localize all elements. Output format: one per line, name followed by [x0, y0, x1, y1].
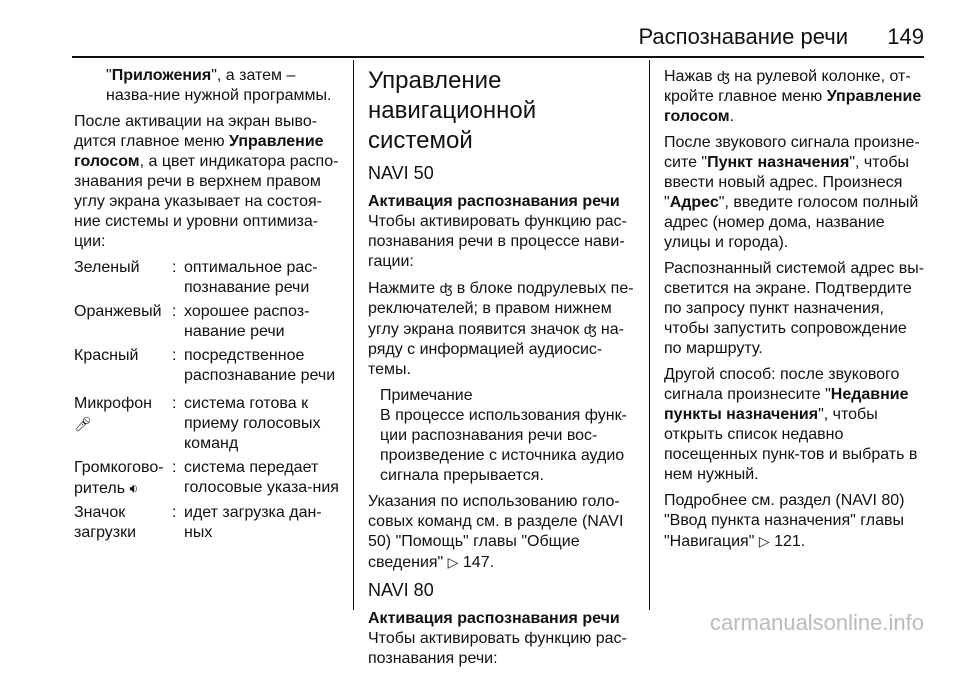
row-key-text: Микрофон [74, 395, 152, 412]
page-reference-arrow-icon: ▷ [758, 533, 770, 549]
paragraph: Чтобы активировать функцию рас-познавания речи в процессе нави-гации: [368, 213, 627, 270]
page-ref: 121. [774, 533, 806, 550]
row-sep: : [172, 347, 177, 364]
bold-term: Адрес [669, 194, 719, 211]
row-value: оптимальное рас-познавание речи [184, 259, 318, 296]
row-sep: : [172, 504, 177, 521]
text: , а цвет индикатора распо-знавания речи в верхнем правом углу экрана указывает на состоя-ние системы и уровни оптимиза-ции: [74, 153, 339, 250]
row-key: Красный [74, 347, 139, 364]
text: Указания по использованию голо-совых команд см. в разделе (NAVI 50) "Помощь" главы "Общие сведения" [368, 493, 624, 571]
row-key: Зеленый [74, 259, 140, 276]
paragraph [664, 491, 926, 552]
paragraph [664, 133, 926, 253]
paragraph [368, 492, 636, 573]
row-sep: : [172, 259, 177, 276]
header-rule [72, 56, 924, 58]
column-1 [74, 66, 344, 547]
text: . [729, 108, 735, 125]
row-sep: : [172, 303, 177, 320]
paragraph: Распознанный системой адрес вы-светится на экране. Подтвердите по запросу пункт назначения, чтобы запустить сопровождение по маршруту. [664, 260, 925, 357]
page-title: Распознавание речи [638, 24, 848, 49]
bold-term: Пункт назначения [707, 154, 850, 171]
topic-heading: Активация распознавания речи [368, 193, 620, 210]
text: ", чтобы открыть список недавно посещенных пунк-тов и выбрать в нем нужный. [664, 406, 918, 483]
table-row [74, 346, 344, 386]
table-row [74, 258, 344, 298]
bold-term: Управление голосом [74, 133, 324, 170]
table-row [74, 503, 344, 543]
table-row [74, 302, 344, 342]
note-body: В процессе использования функ-ции распознавания речи вос-произведение с источника аудио сигнала прерывается. [380, 407, 627, 484]
column-divider-1 [353, 60, 354, 610]
watermark[interactable]: carmanualsonline.info [709, 610, 924, 635]
row-value: идет загрузка дан-ных [184, 504, 322, 541]
bold-term: Недавние пункты назначения [664, 386, 909, 423]
page-header [0, 0, 960, 58]
text: Нажмите [368, 280, 440, 297]
page-ref: 147. [462, 554, 495, 571]
note-box [368, 386, 636, 486]
voice-control-icon: ʤ [717, 68, 730, 84]
row-value: посредственное распознавание речи [184, 347, 336, 384]
text: на-ряду с информацией аудиосис-темы. [368, 321, 624, 378]
text: Подробнее см. раздел (NAVI 80) "Ввод пункта назначения" главы "Навигация" [664, 492, 905, 550]
paragraph [368, 278, 636, 380]
row-key-text: Громкогово-ритель [74, 459, 164, 497]
column-3 [664, 66, 926, 558]
column-divider-2 [649, 60, 650, 610]
column-2 [368, 66, 636, 675]
topic-heading: Активация распознавания речи [368, 610, 620, 627]
text: Другой способ: после звукового сигнала произнесите " [664, 366, 900, 403]
text: на рулевой колонке, от-кройте главное меню [664, 68, 911, 105]
speaker-icon: 🔉︎ [129, 480, 139, 496]
text: в блоке подрулевых пе-реключателей; в правом нижнем углу экрана появится значок [368, 280, 634, 338]
text: После звукового сигнала произне-сите " [664, 134, 920, 171]
row-key [74, 394, 172, 454]
row-key: Оранжевый [74, 303, 162, 320]
voice-control-icon: ʤ [439, 280, 453, 296]
paragraph [74, 66, 344, 106]
row-sep: : [172, 459, 177, 476]
text: ", введите голосом полный адрес (номер дома, название улицы и города). [664, 194, 919, 251]
paragraph [664, 365, 926, 485]
subsection-heading-navi80: NAVI 80 [368, 580, 434, 600]
voice-control-icon: ʤ [583, 321, 597, 337]
text: Нажав [664, 68, 717, 85]
text: После активации на экран выво-дится главное меню [74, 113, 318, 150]
bold-term: Приложения [111, 67, 212, 84]
row-sep: : [172, 395, 177, 412]
subsection-heading-navi50: NAVI 50 [368, 163, 434, 183]
row-key: Значок загрузки [74, 504, 137, 541]
page-reference-arrow-icon: ▷ [447, 554, 459, 570]
table-row [74, 394, 344, 454]
row-value: хорошее распоз-навание речи [184, 303, 310, 340]
row-value: система готова к приему голосовых команд [184, 395, 321, 452]
paragraph: Чтобы активировать функцию рас-познавания речи: [368, 630, 627, 667]
paragraph [74, 112, 344, 252]
table-row [74, 458, 344, 499]
paragraph [664, 66, 926, 127]
microphone-icon: 🎤︎ [74, 416, 92, 432]
text: " [106, 67, 112, 84]
row-key [74, 458, 172, 499]
text: ", а затем – назва-ние нужной программы. [106, 67, 332, 104]
indicator-table [74, 258, 344, 543]
bold-term: Управление голосом [664, 88, 922, 125]
note-title: Примечание [380, 387, 473, 404]
text: ", чтобы ввести новый адрес. Произнеся " [664, 154, 909, 211]
section-heading: Управление навигационной системой [368, 67, 537, 154]
page-number: 149 [887, 24, 924, 49]
row-value: система передает голосовые указа-ния [184, 459, 339, 496]
